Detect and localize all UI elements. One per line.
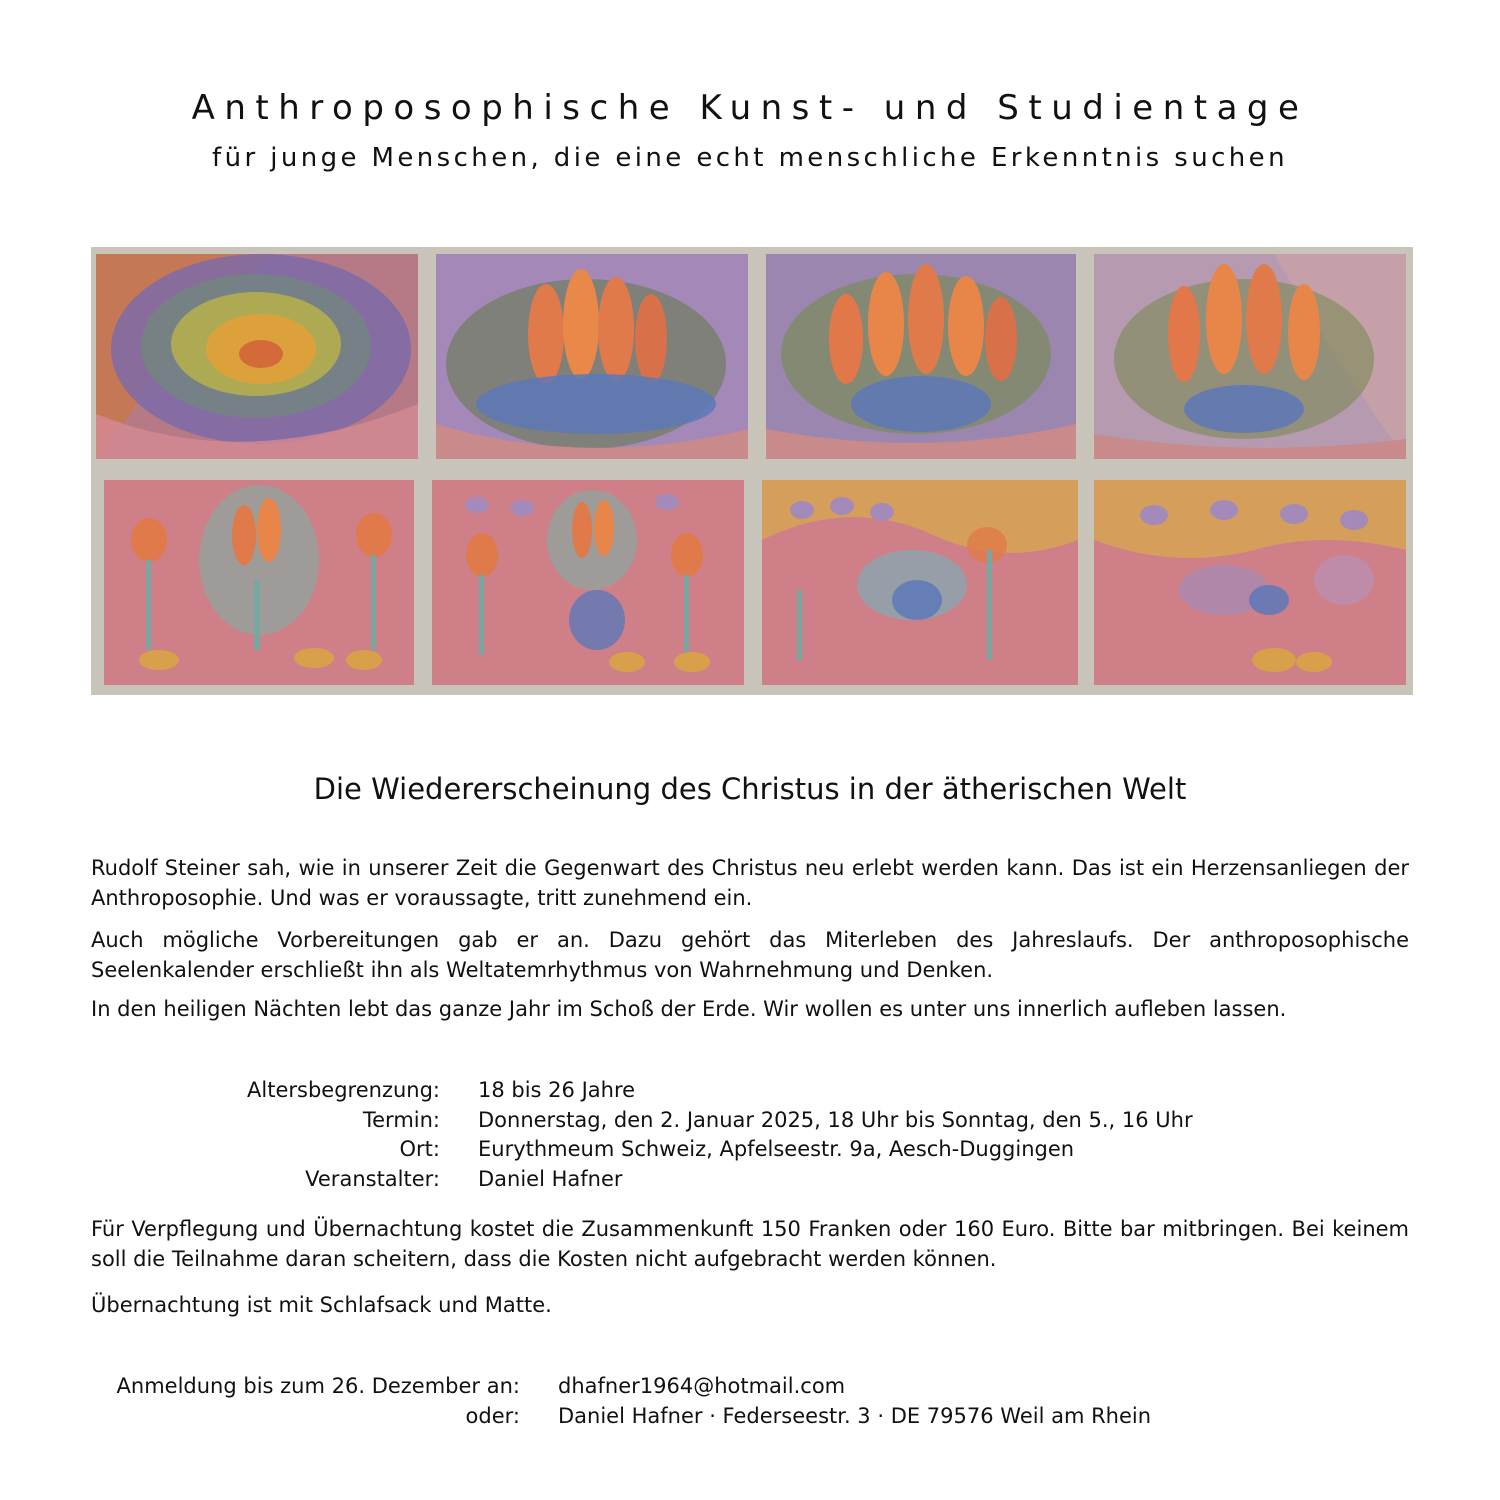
painting-gallery [91,247,1413,695]
detail-value: Donnerstag, den 2. Januar 2025, 18 Uhr bis Sonntag, den 5., 16 Uhr [478,1107,1193,1132]
detail-label: Termin: [362,1107,440,1132]
painting-4 [1094,254,1406,459]
detail-row-organizer [91,1165,1193,1195]
cost-paragraph: Für Verpflegung und Übernachtung kostet die Zusammenkunft 150 Franken oder 160 Euro. Bitte bar mitbringen. Bei keinem soll die Teilnahme daran scheitern, dass die Kosten nicht aufgebracht werden können. [91,1217,1409,1271]
contact-label: oder: [465,1403,520,1428]
preparation-paragraph: Auch mögliche Vorbereitungen gab er an. Dazu gehört das Miterleben des Jahreslaufs. Der anthroposophische Seelenkalender erschließt ihn als Weltatemrhythmus von Wahrnehmung und Denken. [91,928,1409,982]
contact-row-address [91,1402,1151,1432]
detail-row-date [91,1106,1193,1136]
contact-label: Anmeldung bis zum 26. Dezember an: [116,1374,520,1398]
holy-nights-paragraph: In den heiligen Nächten lebt das ganze Jahr im Schoß der Erde. Wir wollen es unter uns innerlich aufleben lassen. [91,997,1287,1021]
painting-3 [766,254,1076,459]
detail-value: Eurythmeum Schweiz, Apfelseestr. 9a, Aesch-Duggingen [478,1137,1075,1161]
postal-address: Daniel Hafner · Federseestr. 3 · DE 79576 Weil am Rhein [558,1403,1152,1428]
detail-row-age [91,1076,1193,1106]
detail-label: Veranstalter: [305,1166,440,1191]
contact-row-email [91,1372,1151,1402]
painting-6 [432,480,744,685]
detail-label: Ort: [399,1137,440,1161]
detail-label: Altersbegrenzung: [247,1078,440,1102]
painting-5 [104,480,414,685]
registration-contact [91,1372,1151,1431]
detail-value: Daniel Hafner [478,1166,623,1191]
email-link[interactable]: dhafner1964@hotmail.com [558,1374,846,1398]
accommodation-paragraph: Übernachtung ist mit Schlafsack und Matte. [91,1293,552,1317]
painting-1 [96,254,418,459]
section-heading: Die Wiedererscheinung des Christus in der ätherischen Welt [313,772,1187,806]
page-title: Anthroposophische Kunst- und Studientage [191,88,1309,128]
painting-7 [762,480,1078,685]
painting-8 [1094,480,1406,685]
detail-row-location [91,1135,1193,1165]
painting-2 [436,254,748,459]
detail-value: 18 bis 26 Jahre [478,1078,636,1102]
intro-paragraph: Rudolf Steiner sah, wie in unserer Zeit die Gegenwart des Christus neu erlebt werden kann. Das ist ein Herzensanliegen der Anthroposophie. Und was er voraussagte, tritt zunehmend ein. [91,856,1409,910]
page-subtitle: für junge Menschen, die eine echt menschliche Erkenntnis suchen [212,143,1288,173]
event-details [91,1076,1193,1194]
